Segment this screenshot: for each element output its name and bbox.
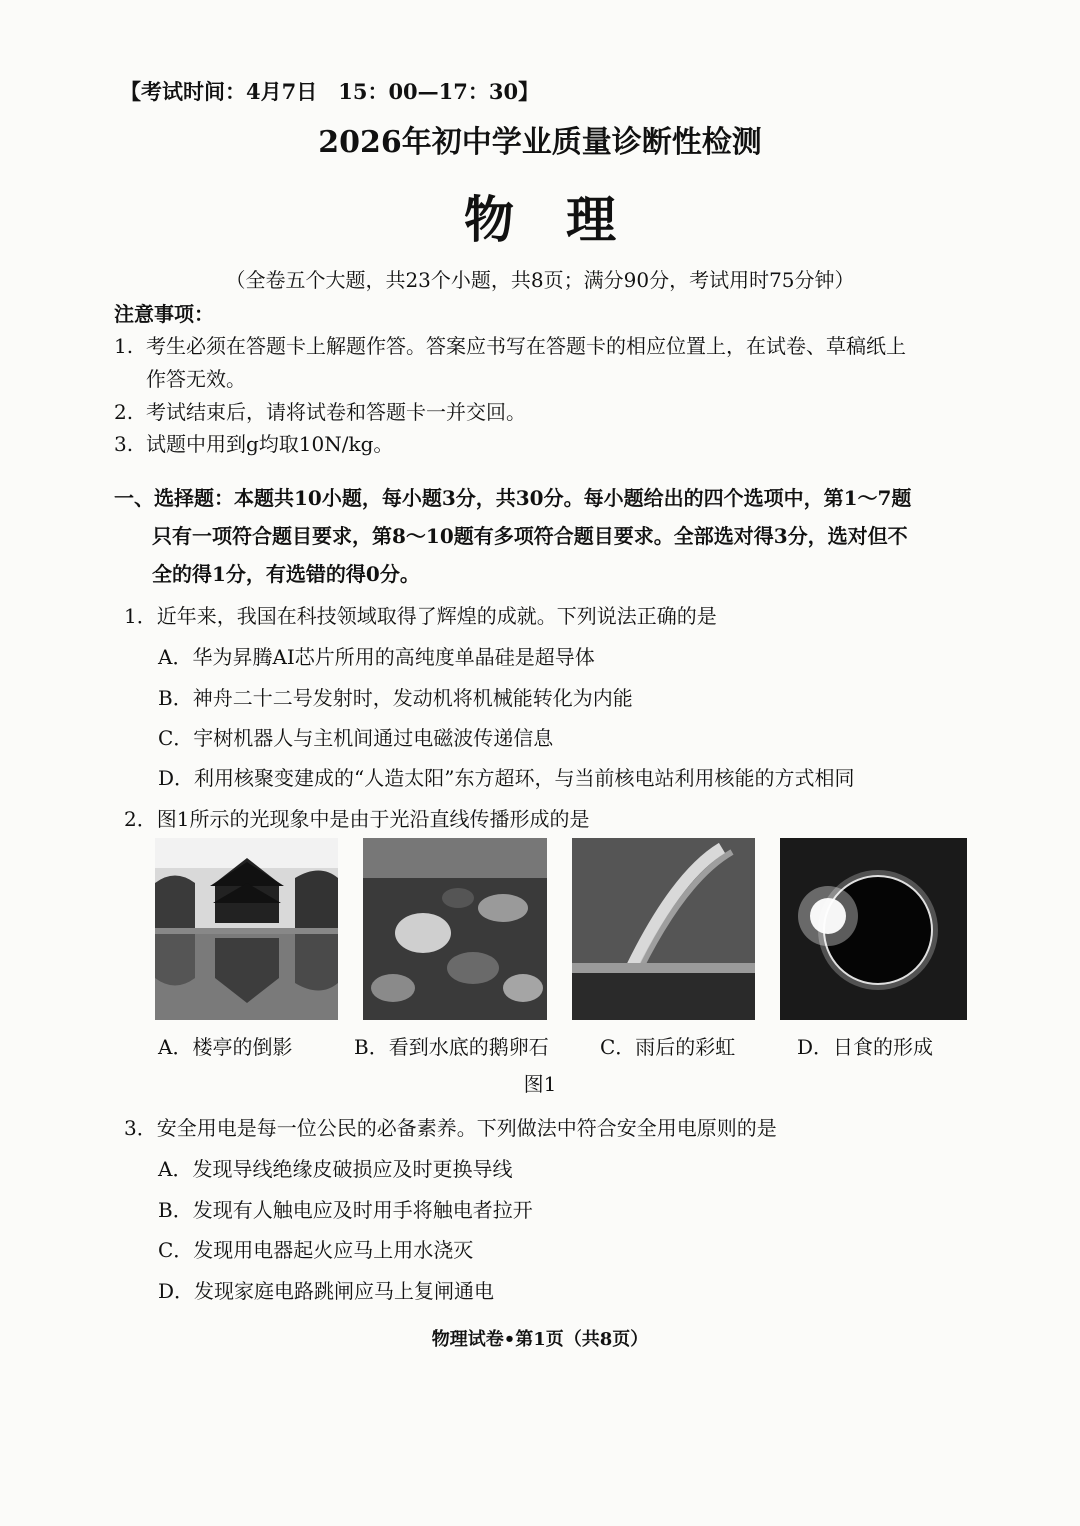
question-2-stem: 2．图1所示的光现象中是由于光沿直线传播形成的是	[124, 807, 590, 831]
question-1-option-a: A．华为昇腾AI芯片所用的高纯度单晶硅是超导体	[158, 645, 595, 669]
question-3-option-d: D．发现家庭电路跳闸应马上复闸通电	[158, 1279, 495, 1303]
note-text: 试题中用到g均取10N/kg。	[146, 432, 394, 456]
pebbles-underwater-photo	[363, 838, 547, 1020]
note-item-2	[114, 396, 526, 425]
page-footer: 物理试卷•第1页（共8页）	[431, 1329, 649, 1350]
note-text: 考生必须在答题卡上解题作答。答案应书写在答题卡的相应位置上，在试卷、草稿纸上	[146, 334, 906, 358]
figure-caption-c: C．雨后的彩虹	[600, 1035, 736, 1059]
rainbow-photo	[572, 838, 755, 1020]
question-1-option-d: D．利用核聚变建成的“人造太阳”东方超环，与当前核电站利用核能的方式相同	[158, 766, 855, 790]
notes-heading: 注意事项：	[114, 302, 214, 326]
question-3-stem: 3．安全用电是每一位公民的必备素养。下列做法中符合安全用电原则的是	[124, 1116, 777, 1140]
question-3-option-b: B．发现有人触电应及时用手将触电者拉开	[158, 1198, 533, 1222]
figure-caption-d: D．日食的形成	[797, 1035, 934, 1059]
note-item-1-cont: 作答无效。	[146, 367, 246, 391]
section-1-heading: 一、选择题：本题共10小题，每小题3分，共30分。每小题给出的四个选项中，第1～7题	[114, 486, 912, 510]
note-number: 2.	[114, 400, 134, 424]
paper-info: （全卷五个大题，共23个小题，共8页；满分90分，考试用时75分钟）	[225, 268, 855, 292]
figure-label: 图1	[523, 1072, 557, 1096]
question-3-option-a: A．发现导线绝缘皮破损应及时更换导线	[158, 1157, 513, 1181]
section-1-line-3: 全的得1分，有选错的得0分。	[152, 562, 420, 586]
note-item-3	[114, 428, 393, 457]
note-number: 1.	[114, 334, 134, 358]
question-1-option-c: C．宇树机器人与主机间通过电磁波传递信息	[158, 726, 554, 750]
note-number: 3.	[114, 432, 134, 456]
question-1-stem: 1．近年来，我国在科技领域取得了辉煌的成就。下列说法正确的是	[124, 604, 717, 628]
figure-caption-b: B．看到水底的鹅卵石	[354, 1035, 549, 1059]
note-item-1	[114, 330, 906, 359]
figure-caption-a: A．楼亭的倒影	[158, 1035, 293, 1059]
section-1-line-2: 只有一项符合题目要求，第8～10题有多项符合题目要求。全部选对得3分，选对但不	[152, 524, 908, 548]
question-3-option-c: C．发现用电器起火应马上用水浇灭	[158, 1238, 474, 1262]
exam-time: 【考试时间：4月7日 15：00—17：30】	[120, 79, 540, 104]
exam-title: 2026年初中学业质量诊断性检测	[318, 125, 762, 160]
note-text: 考试结束后，请将试卷和答题卡一并交回。	[146, 400, 526, 424]
solar-eclipse-photo	[780, 838, 967, 1020]
question-1-option-b: B．神舟二十二号发射时，发动机将机械能转化为内能	[158, 686, 633, 710]
subject-title: 物理	[464, 190, 668, 249]
pavilion-reflection-photo	[155, 838, 338, 1020]
